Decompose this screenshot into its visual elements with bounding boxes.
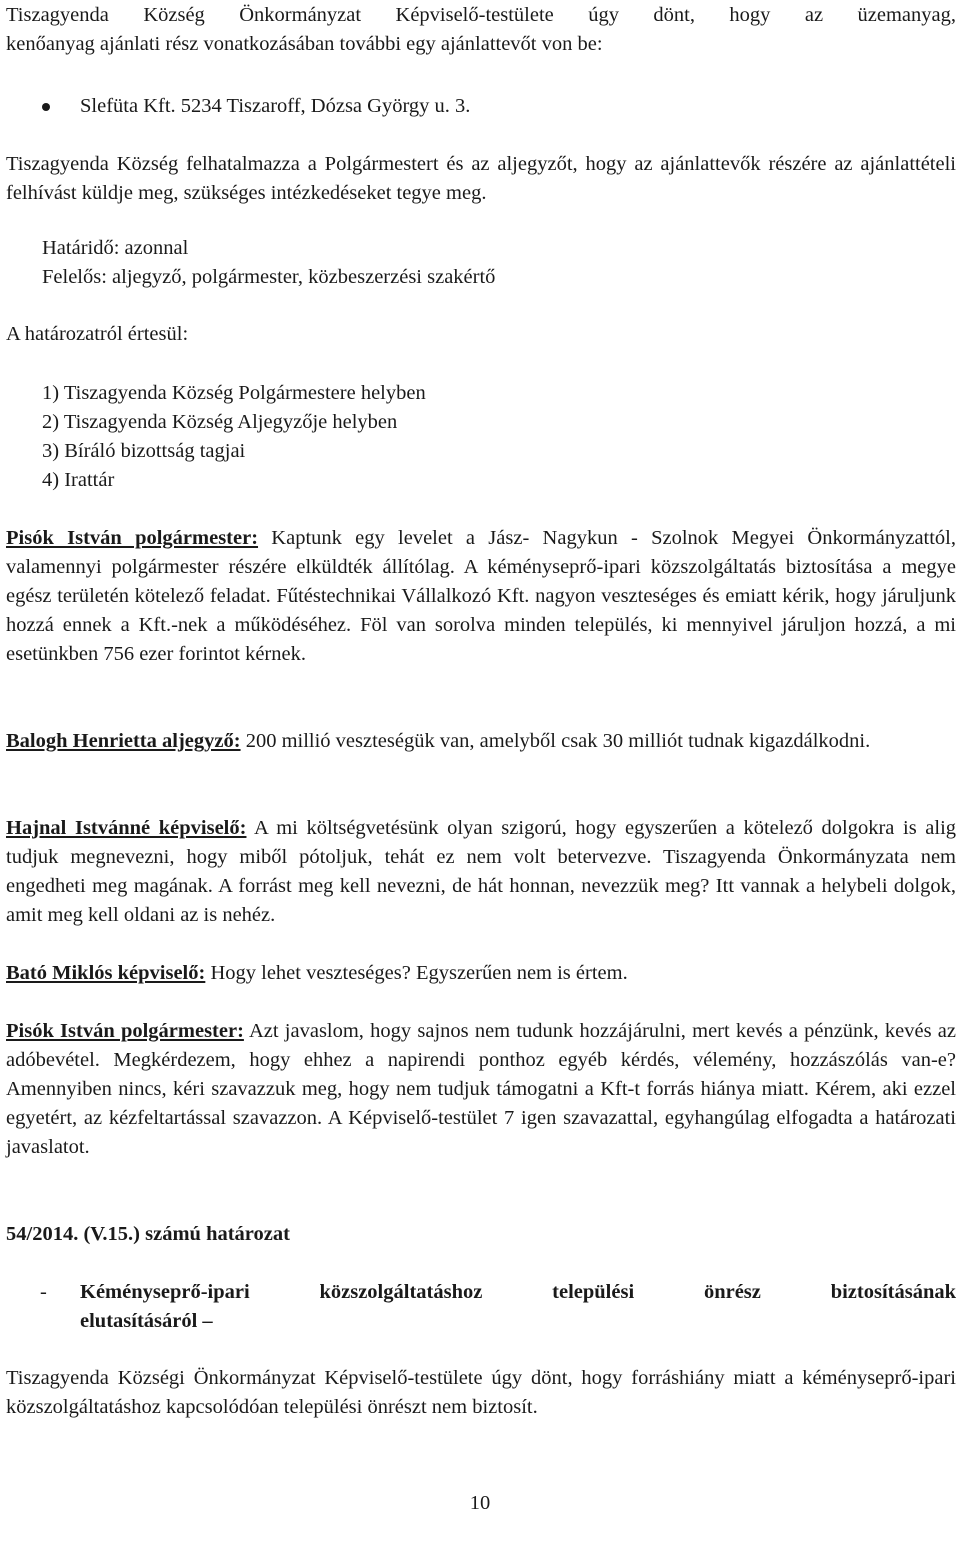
speaker-name: Hajnal Istvánné képviselő:: [6, 817, 247, 839]
list-item: 3) Bíráló bizottság tagjai: [42, 440, 246, 462]
list-item: 2) Tiszagyenda Község Aljegyzője helyben: [42, 411, 398, 433]
speech-paragraph: [6, 1017, 956, 1162]
resolution-intro-paragraph: [6, 1, 956, 59]
resolution-text: Tiszagyenda Községi Önkormányzat Képviselő-testülete úgy dönt, hogy forráshiány miatt a kéményseprő-ipari közszolgáltatáshoz kapcsolódóan települési önrészt nem biztosít.: [6, 1367, 956, 1418]
speech-text: Hogy lehet veszteséges? Egyszerűen nem is értem.: [205, 962, 628, 984]
speech-text: Kaptunk egy levelet a Jász- Nagykun - Szolnok Megyei Önkormányzattól, valamennyi polgármester részére elküldték állítólag. A kéményseprő-ipari közszolgáltatás biztosítása a megye egész területén kötelező feladat. Fűtéstechnikai Vállalkozó Kft. nagyon veszteséges és emiatt kérik, hogy járuljunk hozzá ennek a Kft.-nek a működéséhez. Föl van sorolva minden település, ki mennyivel járuljon hozzá, a mi esetünkben 756 ezer forintot kérnek.: [6, 527, 957, 665]
deadline-block: [42, 234, 495, 292]
deadline-line: Határidő: azonnal: [42, 237, 189, 259]
speech-paragraph: [6, 814, 956, 930]
speech-text: Azt javaslom, hogy sajnos nem tudunk hozzájárulni, mert kevés a pénzünk, kevés az adóbevétel. Megkérdezem, hogy ehhez a napirendi ponthoz egyéb kérdés, vélemény, hozzászólás van-e? Amennyiben nincs, kéri szavazzuk meg, hogy nem tudjuk támogatni a Kft-t forrás hiánya miatt. Kérem, aki ezzel egyetért, az kézfeltartással szavazzon. A Képviselő-testület 7 igen szavazattal, egyhangúlag elfogadta a határozati javaslatot.: [6, 1020, 956, 1158]
speaker-name: Pisók István polgármester:: [6, 1020, 244, 1042]
dash-marker: -: [40, 1281, 47, 1303]
bullet-icon: [42, 103, 50, 111]
notify-heading: A határozatról értesül:: [6, 323, 189, 345]
bullet-item: Slefüta Kft. 5234 Tiszaroff, Dózsa György u. 3.: [80, 95, 471, 117]
text-line: kenőanyag ajánlati rész vonatkozásában további egy ajánlattevőt von be:: [6, 33, 603, 55]
resolution-number: 54/2014. (V.15.) számú határozat: [6, 1223, 290, 1245]
speech-paragraph: [6, 524, 956, 669]
resolution-title-line: Kéményseprő-ipari közszolgáltatáshoz települési önrész biztosításának: [80, 1281, 956, 1303]
responsible-line: Felelős: aljegyző, polgármester, közbeszerzési szakértő: [42, 266, 496, 288]
speech-paragraph: [6, 959, 956, 988]
resolution-title: [6, 1278, 956, 1336]
notify-list: [42, 379, 426, 495]
speaker-name: Balogh Henrietta aljegyző:: [6, 730, 241, 752]
list-item: 4) Irattár: [42, 469, 115, 491]
page-number: 10: [469, 1492, 491, 1514]
speaker-name: Pisók István polgármester:: [6, 527, 259, 549]
resolution-title-line: elutasításáról –: [80, 1310, 213, 1332]
speaker-name: Bató Miklós képviselő:: [6, 962, 206, 984]
speech-paragraph: [6, 727, 956, 756]
list-item: 1) Tiszagyenda Község Polgármestere helyben: [42, 382, 426, 404]
speech-text: 200 millió veszteségük van, amelyből csak 30 milliót tudnak kigazdálkodni.: [240, 730, 871, 752]
text-line: Tiszagyenda Község Önkormányzat Képviselő-testülete úgy dönt, hogy az üzemanyag,: [6, 4, 956, 26]
speech-text: A mi költségvetésünk olyan szigorú, hogy egyszerűen a kötelező dolgokra is alig tudjuk megnevezni, hogy miből pótoljuk, tehát ez nem volt betervezve. Tiszagyenda Önkormányzata nem engedheti meg magának. A forrást meg kell nevezni, de hát honnan, nevezzük meg? Itt vannak a helybeli dolgok, amit meg kell oldani az is nehéz.: [6, 817, 957, 926]
authorization-paragraph: Tiszagyenda Község felhatalmazza a Polgármestert és az aljegyzőt, hogy az ajánlattevők részére az ajánlattételi felhívást küldje meg, szükséges intézkedéseket tegye meg.: [6, 153, 956, 204]
